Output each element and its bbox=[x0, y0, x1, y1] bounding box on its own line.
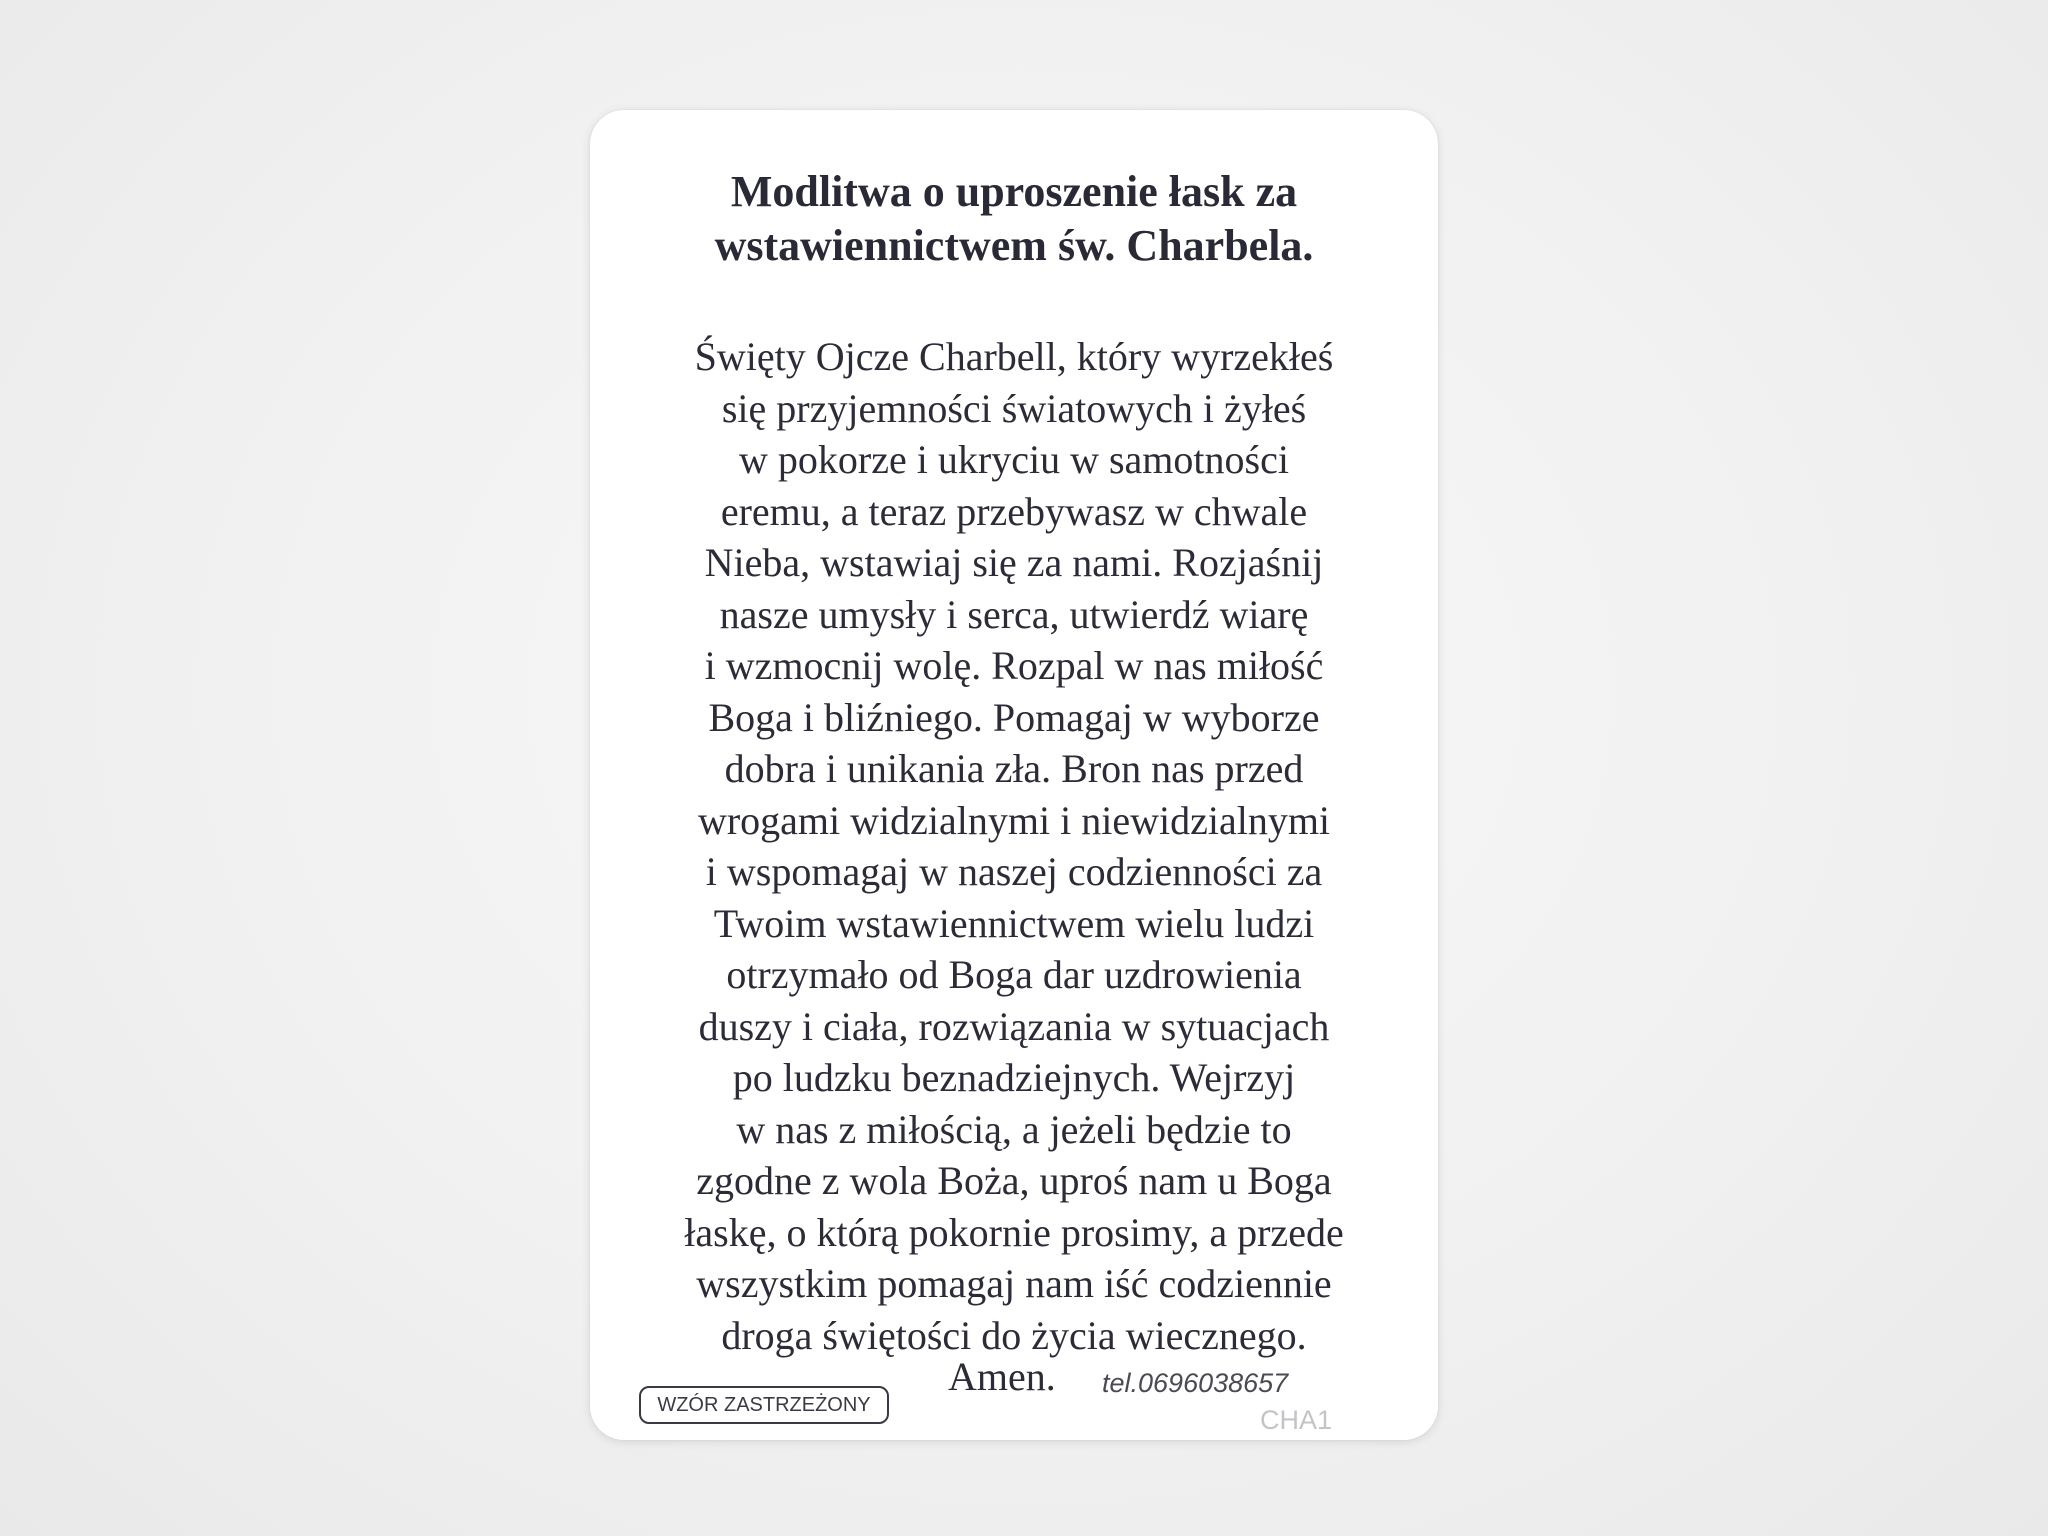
prayer-line: eremu, a teraz przebywasz w chwale bbox=[720, 488, 1308, 534]
prayer-line: i wzmocnij wolę. Rozpal w nas miłość bbox=[704, 643, 1324, 688]
prayer-line: Nieba, wstawiaj się za nami. Rozjaśnij bbox=[704, 540, 1324, 585]
prayer-card bbox=[590, 110, 1438, 1440]
prayer-line: dobra i unikania zła. Bron nas przed bbox=[724, 746, 1304, 791]
reserved-design-badge: WZÓR ZASTRZEŻONY bbox=[639, 1386, 889, 1424]
amen-text: Amen. bbox=[948, 1354, 1056, 1399]
prayer-line: i wspomagaj w naszej codzienności za bbox=[705, 849, 1323, 894]
prayer-line: nasze umysły i serca, utwierdź wiarę bbox=[719, 591, 1309, 637]
prayer-line: Święty Ojcze Charbell, który wyrzekłeś bbox=[694, 334, 1334, 379]
prayer-line: wrogami widzialnymi i niewidzialnymi bbox=[697, 797, 1331, 843]
product-code: CHA1 bbox=[1260, 1405, 1333, 1435]
prayer-line: duszy i ciała, rozwiązania w sytuacjach bbox=[698, 1003, 1330, 1049]
prayer-line: zgodne z wola Boża, uproś nam u Boga bbox=[696, 1158, 1332, 1203]
title-line: Modlitwa o uproszenie łask za bbox=[730, 167, 1298, 216]
prayer-line: po ludzku beznadziejnych. Wejrzyj bbox=[732, 1055, 1296, 1100]
prayer-line: Boga i bliźniego. Pomagaj w wyborze bbox=[708, 694, 1320, 740]
prayer-line: wszystkim pomagaj nam iść codziennie bbox=[696, 1261, 1332, 1306]
prayer-text bbox=[590, 331, 1438, 1361]
prayer-line: łaskę, o którą pokornie prosimy, a przede bbox=[684, 1209, 1344, 1255]
prayer-line: w nas z miłością, a jeżeli będzie to bbox=[736, 1106, 1292, 1152]
prayer-line: Twoim wstawiennictwem wielu ludzi bbox=[713, 900, 1315, 946]
prayer-line: droga świętości do życia wiecznego. bbox=[721, 1312, 1307, 1358]
prayer-line: się przyjemności światowych i żyłeś bbox=[721, 385, 1307, 431]
phone-number: tel.0696038657 bbox=[1102, 1368, 1289, 1398]
prayer-title bbox=[590, 165, 1438, 273]
prayer-line: w pokorze i ukryciu w samotności bbox=[739, 437, 1289, 482]
title-line: wstawiennictwem św. Charbela. bbox=[714, 221, 1314, 270]
prayer-line: otrzymało od Boga dar uzdrowienia bbox=[726, 952, 1302, 997]
